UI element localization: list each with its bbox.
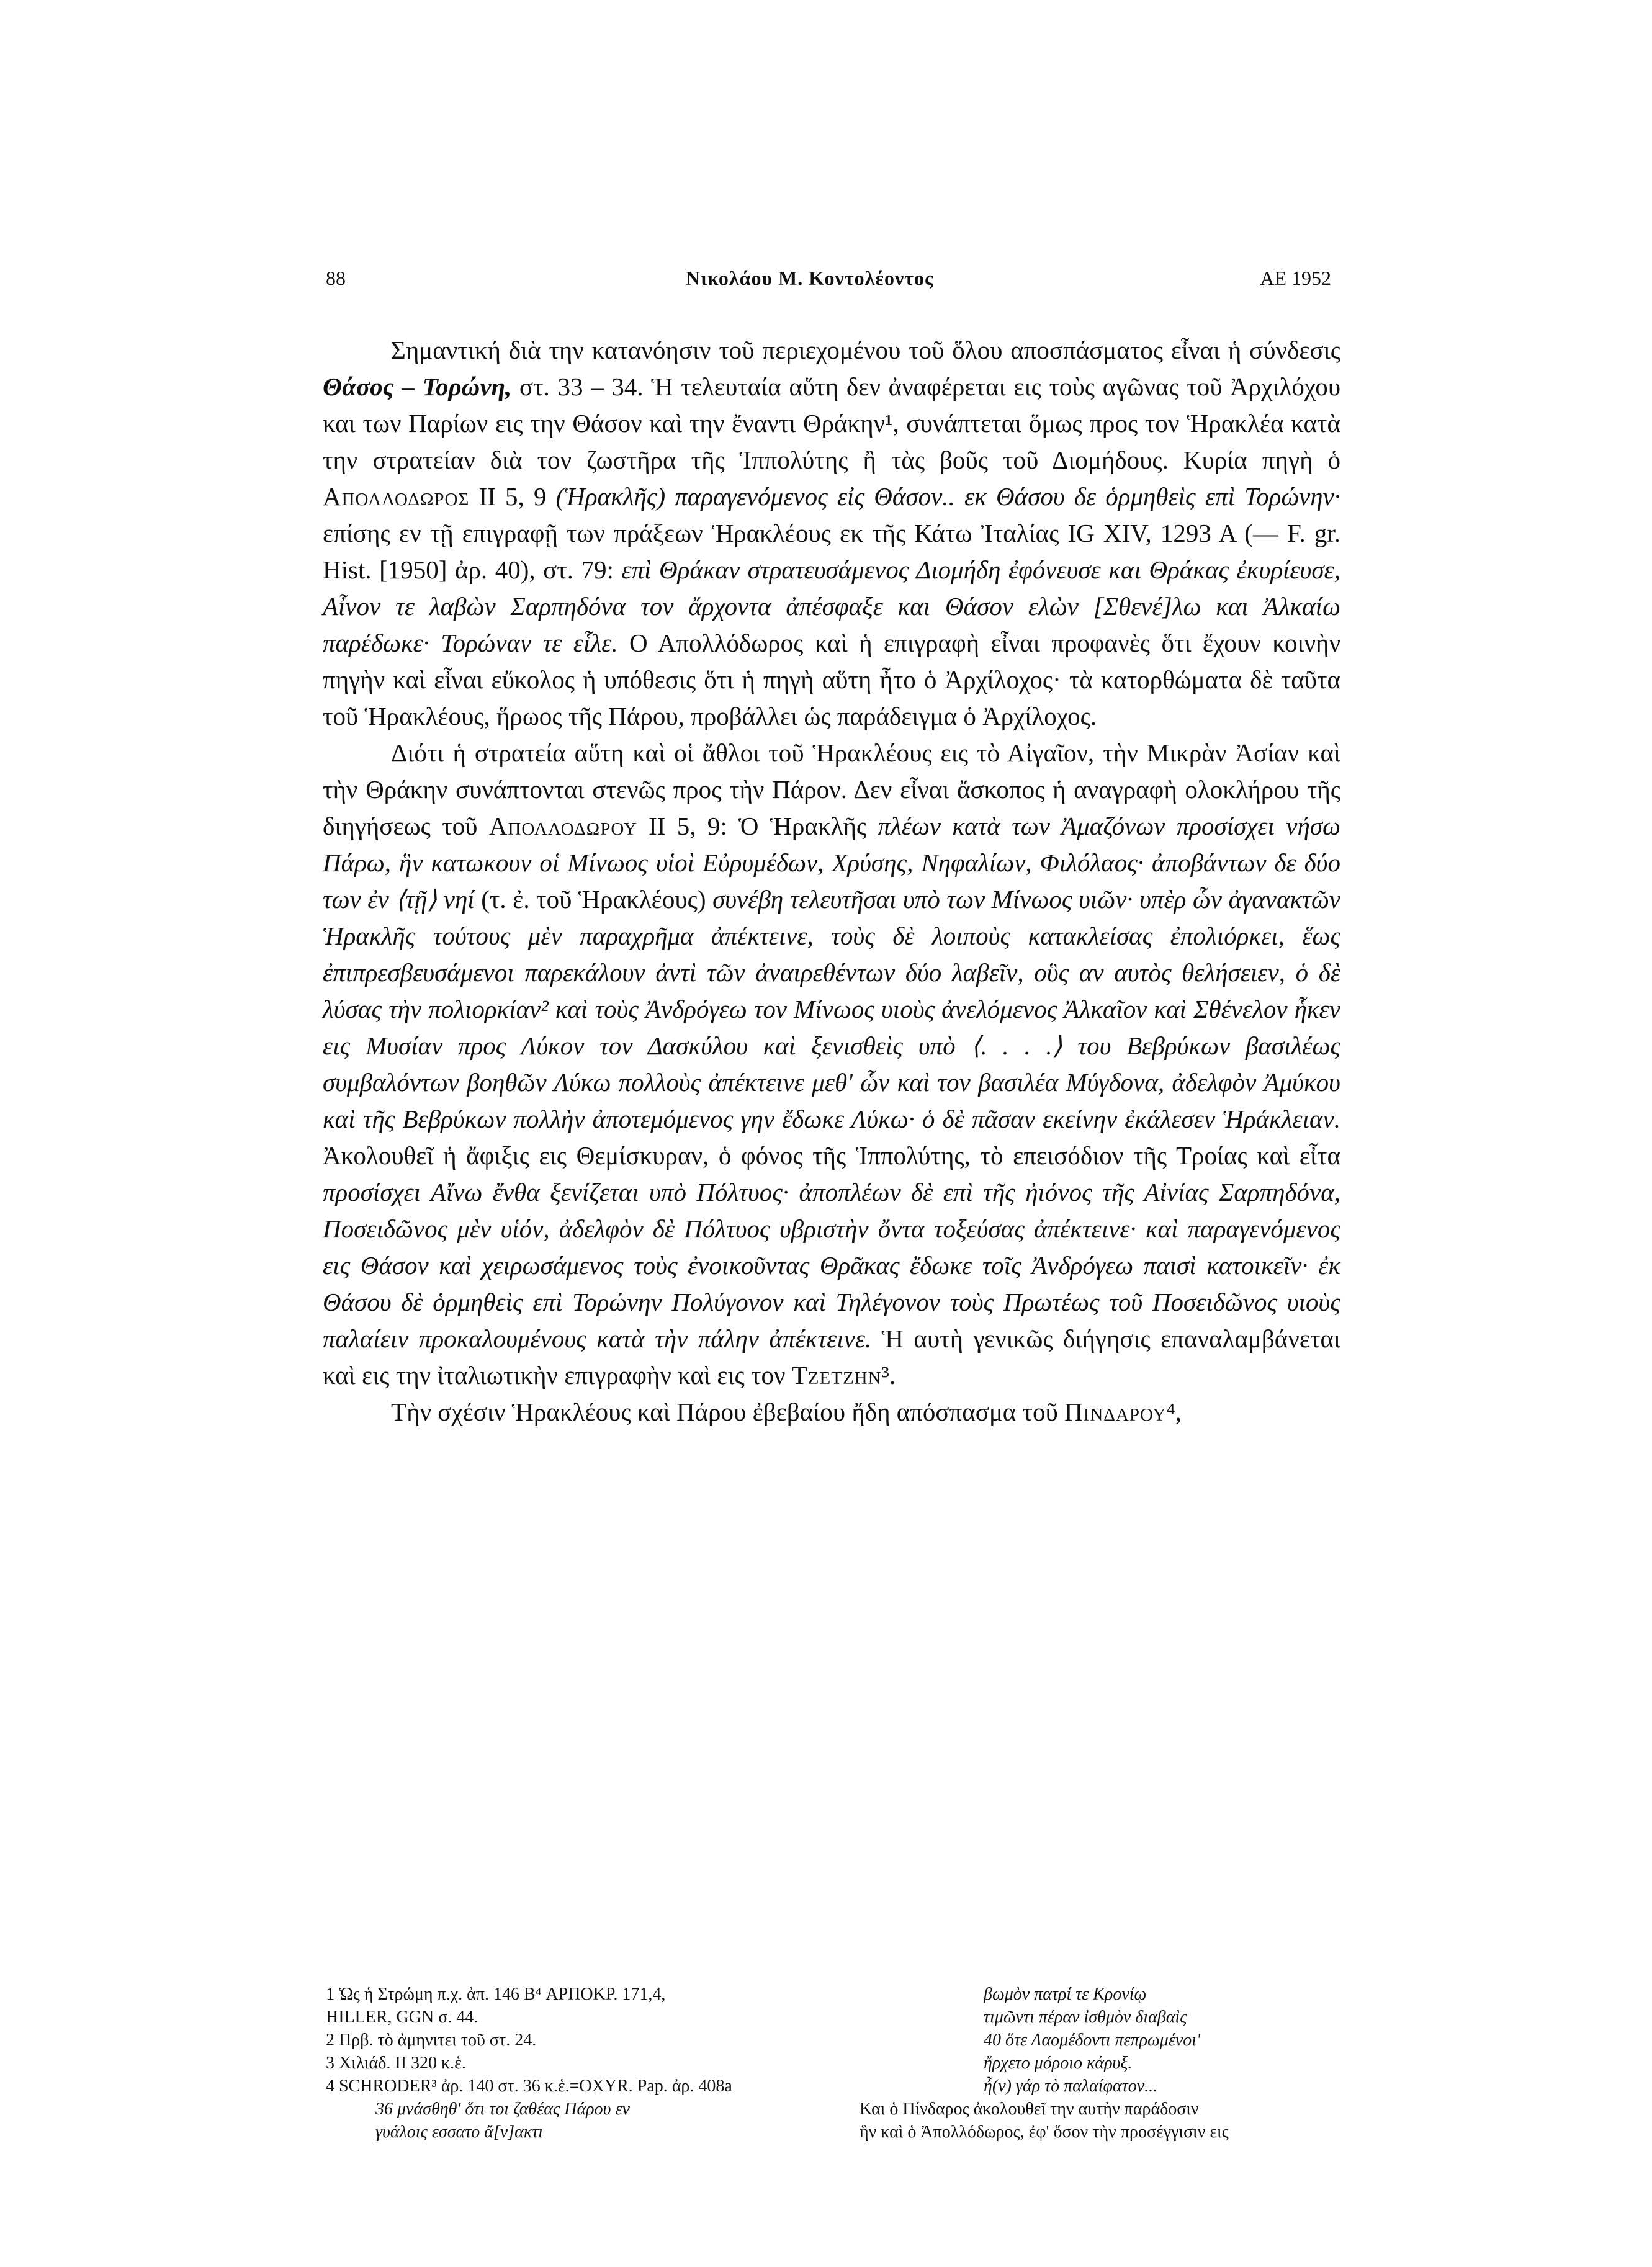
text-run: Διότι ἡ στρατεία αὕτη καὶ οἱ ἄθλοι τοῦ Ἡρακλέους εις τὸ Αἰγαῖον, τὴν Μικρὰν Ἀσίαν καὶ τὴν Θράκην συνάπτονται στενῶς προς τὴν Πάρον. Δεν εἶναι ἄσκοπος ἡ αναγραφὴ ολοκλήρου τῆς διηγήσεως τοῦ: [323, 738, 1340, 840]
text-run-it: (Ἡρακλῆς) παραγενόμενος εἰς Θάσον.. εκ Θάσου δε ὁρμηθεὶς επὶ Τορώνην·: [555, 482, 1340, 511]
footnote-line: 4 SCHRODER³ ἀρ. 140 στ. 36 κ.ἑ.=OXYR. Pap. ἀρ. 408a: [326, 2076, 732, 2096]
footnote-line: HILLER, GGN σ. 44.: [326, 2008, 478, 2027]
running-author: Νικολάου Μ. Κοντολέοντος: [686, 267, 934, 289]
text-run-it: προσίσχει Αἴνω ἔνθα ξενίζεται υπὸ Πόλτυος· ἀποπλέων δὲ επὶ τῆς ἠιόνος τῆς Αἰνίας Σαρπηδόνα, Ποσειδῶνος μὲν υἱόν, ἀδελφὸν δὲ Πόλτυος υβριστὴν ὄντα τοξεύσας ἀπέκτεινε· καὶ παραγενόμενος εις Θάσον καὶ χειρωσάμενος τοὺς ἐνοικοῦντας Θρᾶκας ἔδωκε τοῖς Ἀνδρόγεω παισὶ κατοικεῖν· ἐκ Θάσου δὲ ὁρμηθεὶς επὶ Τορώνην Πολύγονον καὶ Τηλέγονον τοὺς Πρωτέως τοῦ Ποσειδῶνος υιοὺς παλαίειν προκαλουμένους κατὰ τὴν πάλην ἀπέκτεινε.: [323, 1178, 1340, 1353]
footnote-line: ἤρχετο μόροιο κάρυξ.: [984, 2054, 1133, 2073]
footnote-line: 40 ὅτε Λαομέδοντι πεπρωμένοι': [984, 2031, 1201, 2050]
page-number: 88: [326, 267, 346, 289]
footnote-line: ἦ(ν) γάρ τὸ παλαίφατον...: [984, 2076, 1158, 2096]
text-run: Ἡ αυτὴ γενικῶς διήγησις επαναλαμβάνεται καὶ εις την ἰταλιωτικὴν επιγραφὴν καὶ εις τον: [323, 1324, 1340, 1389]
body-paragraph: [323, 1394, 1340, 1430]
footnotes-right-column: [860, 1983, 1350, 2144]
text-run-it: συνέβη τελευτῆσαι υπὸ των Μίνωος υιῶν· υπὲρ ὧν ἀγανακτῶν Ἡρακλῆς τούτους μὲν παραχρῆμα ἀπέκτεινε, τοὺς δὲ λοιποὺς κατακλείσας ἐπολιόρκει, ἕως ἐπιπρεσβευσάμενοι παρεκάλουν ἀντὶ τῶν ἀναιρεθέντων δύο λαβεῖν, οὓς αν αυτὸς θελήσειεν, ὁ δὲ λύσας τὴν πολιορκίαν: [323, 885, 1340, 1023]
text-run-it: καὶ τοὺς Ἀνδρόγεω τον Μίνωος υιοὺς ἀνελόμενος Ἀλκαῖον καὶ Σθένελον ἧκεν εις Μυσίαν προς Λύκον τον Δασκύλου καὶ ξενισθεὶς υπὸ ⟨. . . .⟩ του Βεβρύκων βασιλέως συμβαλόντων βοηθῶν Λύκω πολλοὺς ἀπέκτεινε μεθ' ὧν καὶ τον βασιλέα Μύγδονα, ἀδελφὸν Ἀμύκου καὶ τῆς Βεβρύκων πολλὴν ἀποτεμόμενος γην ἔδωκε Λύκω· ὁ δὲ πᾶσαν εκείνην ἐκάλεσεν Ἡράκλειαν.: [323, 995, 1340, 1133]
text-run: Τὴν σχέσιν Ἡρακλέους καὶ Πάρου ἐβεβαίου ἤδη απόσπασμα τοῦ: [391, 1398, 1065, 1426]
text-run: ³.: [881, 1361, 896, 1389]
text-run: στ. 33 – 34. Ἡ τελευταία αὕτη δεν ἀναφέρεται εις τοὺς αγῶνας τοῦ Ἀρχιλόχου και των Παρίων εις την Θάσον καὶ την ἔναντι Θράκην¹, συνάπτεται ὅμως προς τον Ἡρακλέα κατὰ την στρατείαν διὰ τον ζωστῆρα τῆς Ἱππολύτης ἢ τὰς βοῦς τοῦ Διομήδους. Κυρία πηγὴ ὁ: [323, 372, 1340, 474]
text-run-sc: Απολλοδωρος: [323, 482, 470, 511]
footnote-line: 1 Ὡς ἡ Στρώμη π.χ. ἀπ. 146 B⁴ ΑΡΠΟΚΡ. 171,4,: [326, 1985, 666, 2004]
body-paragraph: [323, 332, 1340, 735]
body-paragraph: [323, 735, 1340, 1394]
text-run: επίσης εν τῇ επιγραφῇ των πράξεων Ἡρακλέους εκ τῆς Κάτω Ἰταλίας IG XIV, 1293 A (— F. gr. Hist. [1950] ἀρ. 40), στ. 79:: [323, 519, 1340, 584]
text-run: Σημαντική διὰ την κατανόησιν τοῦ περιεχομένου τοῦ ὅλου αποσπάσματος εἶναι ἡ σύνδεσις: [391, 336, 1340, 364]
running-header: [326, 267, 1331, 304]
text-run: ⁴,: [1166, 1398, 1182, 1426]
text-run-sc: Πινδαρου: [1064, 1398, 1167, 1426]
footnote-line: 3 Χιλιάδ. II 320 κ.ἑ.: [326, 2054, 466, 2073]
footnotes-left-column: [326, 1983, 732, 2144]
text-run-sc: Τζετζην: [791, 1361, 882, 1389]
footnote-line: γυάλοις εσσατο ἄ[ν]ακτι: [375, 2122, 544, 2142]
footnote-line: 2 Πρβ. τὸ ἀμηνιτει τοῦ στ. 24.: [326, 2031, 537, 2050]
footnote-line: τιμῶντι πέραν ἰσθμὸν διαβαὶς: [984, 2008, 1187, 2027]
text-run: II 5, 9: Ὁ Ἡρακλῆς: [637, 812, 878, 840]
footnote-line: ἣν καὶ ὁ Ἀπολλόδωρος, ἐφ' ὅσον τὴν προσέγγισιν εις: [860, 2122, 1229, 2142]
text-run-bi: Θάσος – Τορώνη,: [323, 372, 512, 401]
text-run-it: επὶ Θράκαν στρατευσάμενος Διομήδη ἐφόνευσε και Θράκας ἐκυρίευσε, Αἶνον τε λαβὼν Σαρπηδόνα τον ἄρχοντα ἀπέσφαξε και Θάσον ελὼν [Σθενέ]λω και Ἀλκαίω παρέδωκε· Τορώναν τε εἷλε.: [323, 555, 1341, 657]
text-run-sc: Απολλοδωρου: [488, 812, 637, 840]
text-run: Ἀκολουθεῖ ἡ ἄφιξις εις Θεμίσκυραν, ὁ φόνος τῆς Ἱππολύτης, τὸ επεισόδιον τῆς Τροίας καὶ εἶτα: [323, 1141, 1340, 1170]
main-text: [323, 332, 1340, 1430]
text-run: II 5, 9: [469, 482, 556, 511]
journal-reference: ΑΕ 1952: [1260, 267, 1331, 289]
footnotes: [326, 1983, 1344, 2181]
text-run: Ο Απολλόδωρος καὶ ἡ επιγραφὴ εἶναι προφανὲς ὅτι ἔχουν κοινὴν πηγὴν καὶ εἶναι εὔκολος ἡ υπόθεσις ὅτι ἡ πηγὴ αὕτη ἦτο ὁ Ἀρχίλοχος· τὰ κατορθώματα δὲ ταῦτα τοῦ Ἡρακλέους, ἥρωος τῆς Πάρου, προβάλλει ὡς παράδειγμα ὁ Ἀρχίλοχος.: [323, 629, 1341, 730]
footnote-line: 36 μνάσθηθ' ὅτι τοι ζαθέας Πάρου εν: [375, 2099, 630, 2119]
text-run-it: πλέων κατὰ των Ἀμαζόνων προσίσχει νήσω Πάρω, ἣν κατωκουν οἱ Μίνωος υἱοὶ Εὐρυμέδων, Χρύσης, Νηφαλίων, Φιλόλαος· ἀποβάντων δε δύο των ἐν ⟨τῇ⟩ νηί: [323, 812, 1340, 914]
text-run: (τ. ἐ. τοῦ Ἡρακλέους): [474, 885, 713, 914]
text-run-it: ²: [541, 995, 549, 1023]
footnote-line: Και ὁ Πίνδαρος ἀκολουθεῖ την αυτὴν παράδοσιν: [860, 2099, 1199, 2119]
footnote-line: βωμὸν πατρί τε Κρονίῳ: [984, 1985, 1147, 2004]
